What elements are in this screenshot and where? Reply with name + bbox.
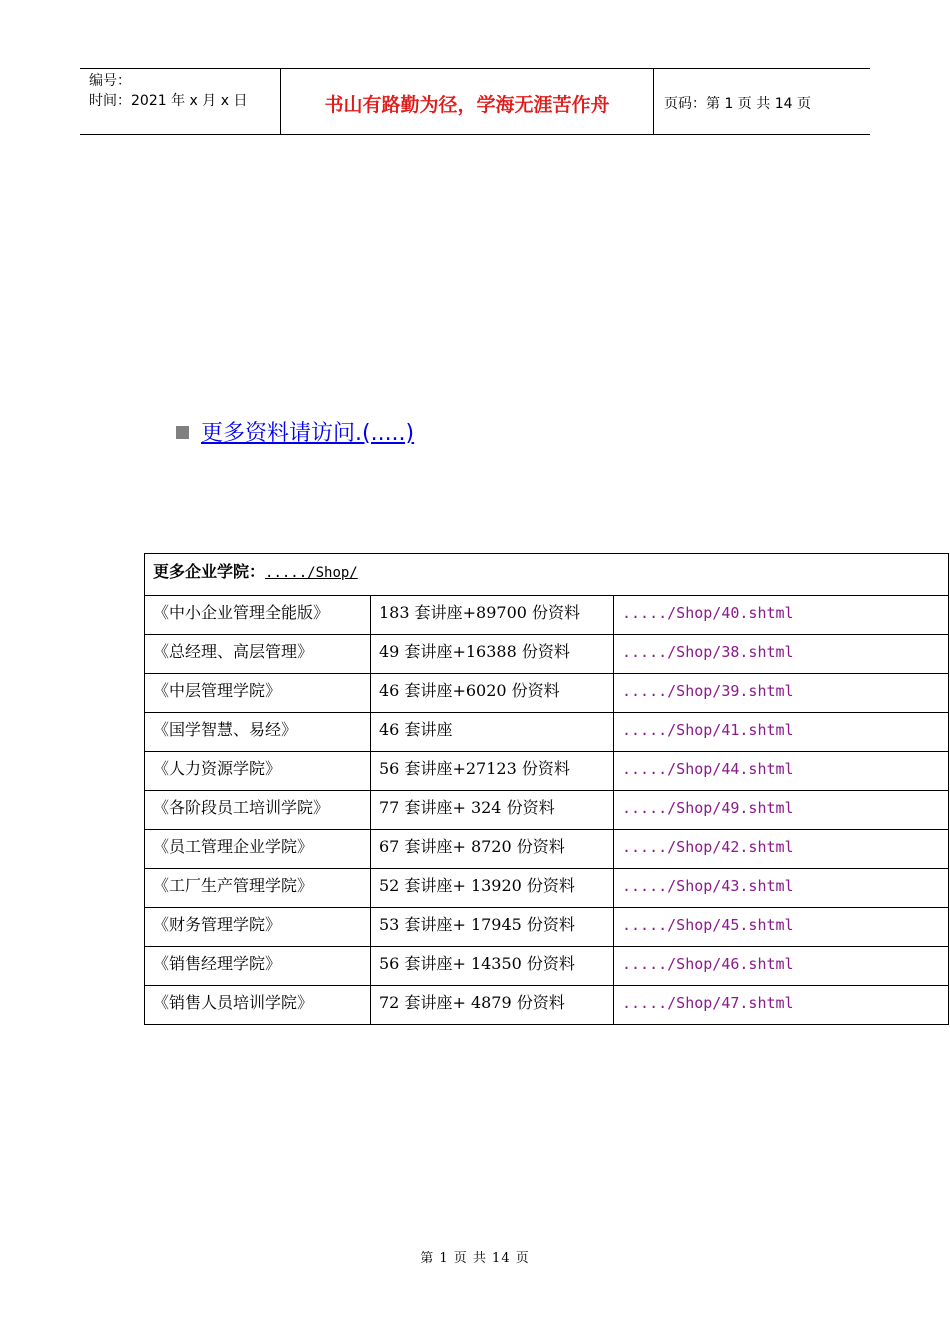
table-row bbox=[145, 791, 949, 830]
page-footer: 第 1 页 共 14 页 bbox=[420, 1251, 530, 1266]
course-count-cell bbox=[371, 986, 614, 1025]
header-number: 编号： bbox=[89, 73, 131, 89]
more-info-link[interactable]: 更多资料请访问.(.....) bbox=[201, 421, 415, 446]
course-count: 183 套讲座+89700 份资料 bbox=[379, 603, 581, 622]
course-url-cell bbox=[614, 908, 949, 947]
course-url-cell bbox=[614, 830, 949, 869]
course-name-cell bbox=[145, 947, 371, 986]
square-bullet-icon bbox=[176, 426, 189, 439]
table-header-label: 更多企业学院： bbox=[153, 562, 266, 581]
table-row bbox=[145, 830, 949, 869]
course-name-cell bbox=[145, 791, 371, 830]
course-count-cell bbox=[371, 830, 614, 869]
table-row bbox=[145, 713, 949, 752]
course-url-cell bbox=[614, 869, 949, 908]
course-url-link[interactable]: ...../Shop/40.shtml bbox=[622, 604, 794, 622]
course-url-cell bbox=[614, 947, 949, 986]
course-url-link[interactable]: ...../Shop/44.shtml bbox=[622, 760, 794, 778]
course-url-cell bbox=[614, 752, 949, 791]
course-url-link[interactable]: ...../Shop/46.shtml bbox=[622, 955, 794, 973]
course-count: 56 套讲座+27123 份资料 bbox=[379, 759, 570, 778]
course-count: 52 套讲座+ 13920 份资料 bbox=[379, 876, 575, 895]
course-count-cell bbox=[371, 869, 614, 908]
course-url-cell bbox=[614, 596, 949, 635]
course-count-cell bbox=[371, 596, 614, 635]
course-url-link[interactable]: ...../Shop/49.shtml bbox=[622, 799, 794, 817]
header-time: 时间：2021 年 x 月 x 日 bbox=[89, 93, 248, 109]
table-row bbox=[145, 635, 949, 674]
course-count: 46 套讲座 bbox=[379, 720, 453, 739]
course-name: 《工厂生产管理学院》 bbox=[153, 876, 314, 895]
course-count-cell bbox=[371, 635, 614, 674]
course-name-cell bbox=[145, 596, 371, 635]
course-count: 56 套讲座+ 14350 份资料 bbox=[379, 954, 575, 973]
course-name-cell bbox=[145, 908, 371, 947]
header-page-info: 页码：第 1 页 共 14 页 bbox=[664, 95, 811, 112]
course-url-cell bbox=[614, 635, 949, 674]
course-count-cell bbox=[371, 908, 614, 947]
course-url-cell bbox=[614, 791, 949, 830]
course-url-cell bbox=[614, 986, 949, 1025]
course-name: 《中小企业管理全能版》 bbox=[153, 603, 330, 622]
course-url-link[interactable]: ...../Shop/39.shtml bbox=[622, 682, 794, 700]
course-count: 72 套讲座+ 4879 份资料 bbox=[379, 993, 565, 1012]
course-count: 49 套讲座+16388 份资料 bbox=[379, 642, 570, 661]
table-row bbox=[145, 869, 949, 908]
course-name-cell bbox=[145, 830, 371, 869]
college-table bbox=[144, 553, 949, 1025]
course-name: 《销售人员培训学院》 bbox=[153, 993, 314, 1012]
course-name-cell bbox=[145, 986, 371, 1025]
course-name: 《总经理、高层管理》 bbox=[153, 642, 314, 661]
course-url-link[interactable]: ...../Shop/42.shtml bbox=[622, 838, 794, 856]
course-url-link[interactable]: ...../Shop/38.shtml bbox=[622, 643, 794, 661]
course-name: 《国学智慧、易经》 bbox=[153, 720, 298, 739]
course-name-cell bbox=[145, 713, 371, 752]
course-name: 《财务管理学院》 bbox=[153, 915, 282, 934]
table-header-row bbox=[145, 554, 949, 596]
course-count: 77 套讲座+ 324 份资料 bbox=[379, 798, 555, 817]
table-row bbox=[145, 596, 949, 635]
course-url-link[interactable]: ...../Shop/43.shtml bbox=[622, 877, 794, 895]
course-count: 67 套讲座+ 8720 份资料 bbox=[379, 837, 565, 856]
table-row bbox=[145, 947, 949, 986]
course-url-cell bbox=[614, 674, 949, 713]
table-row bbox=[145, 674, 949, 713]
course-url-cell bbox=[614, 713, 949, 752]
course-name: 《中层管理学院》 bbox=[153, 681, 282, 700]
page-header bbox=[80, 68, 870, 135]
course-count: 53 套讲座+ 17945 份资料 bbox=[379, 915, 575, 934]
course-name: 《员工管理企业学院》 bbox=[153, 837, 314, 856]
header-motto: 书山有路勤为径，学海无涯苦作舟 bbox=[281, 69, 654, 134]
course-count: 46 套讲座+6020 份资料 bbox=[379, 681, 560, 700]
course-name: 《销售经理学院》 bbox=[153, 954, 282, 973]
header-meta bbox=[80, 69, 281, 134]
table-row bbox=[145, 986, 949, 1025]
course-count-cell bbox=[371, 791, 614, 830]
table-row bbox=[145, 908, 949, 947]
table-header-link[interactable]: ...../Shop/ bbox=[265, 565, 358, 581]
course-name-cell bbox=[145, 674, 371, 713]
table-row bbox=[145, 752, 949, 791]
course-url-link[interactable]: ...../Shop/41.shtml bbox=[622, 721, 794, 739]
course-count-cell bbox=[371, 713, 614, 752]
more-info-line bbox=[176, 416, 414, 447]
course-url-link[interactable]: ...../Shop/47.shtml bbox=[622, 994, 794, 1012]
course-count-cell bbox=[371, 674, 614, 713]
course-name: 《人力资源学院》 bbox=[153, 759, 282, 778]
course-count-cell bbox=[371, 752, 614, 791]
course-url-link[interactable]: ...../Shop/45.shtml bbox=[622, 916, 794, 934]
course-name: 《各阶段员工培训学院》 bbox=[153, 798, 330, 817]
table-header-cell bbox=[145, 554, 949, 596]
course-count-cell bbox=[371, 947, 614, 986]
course-name-cell bbox=[145, 635, 371, 674]
course-name-cell bbox=[145, 869, 371, 908]
course-name-cell bbox=[145, 752, 371, 791]
